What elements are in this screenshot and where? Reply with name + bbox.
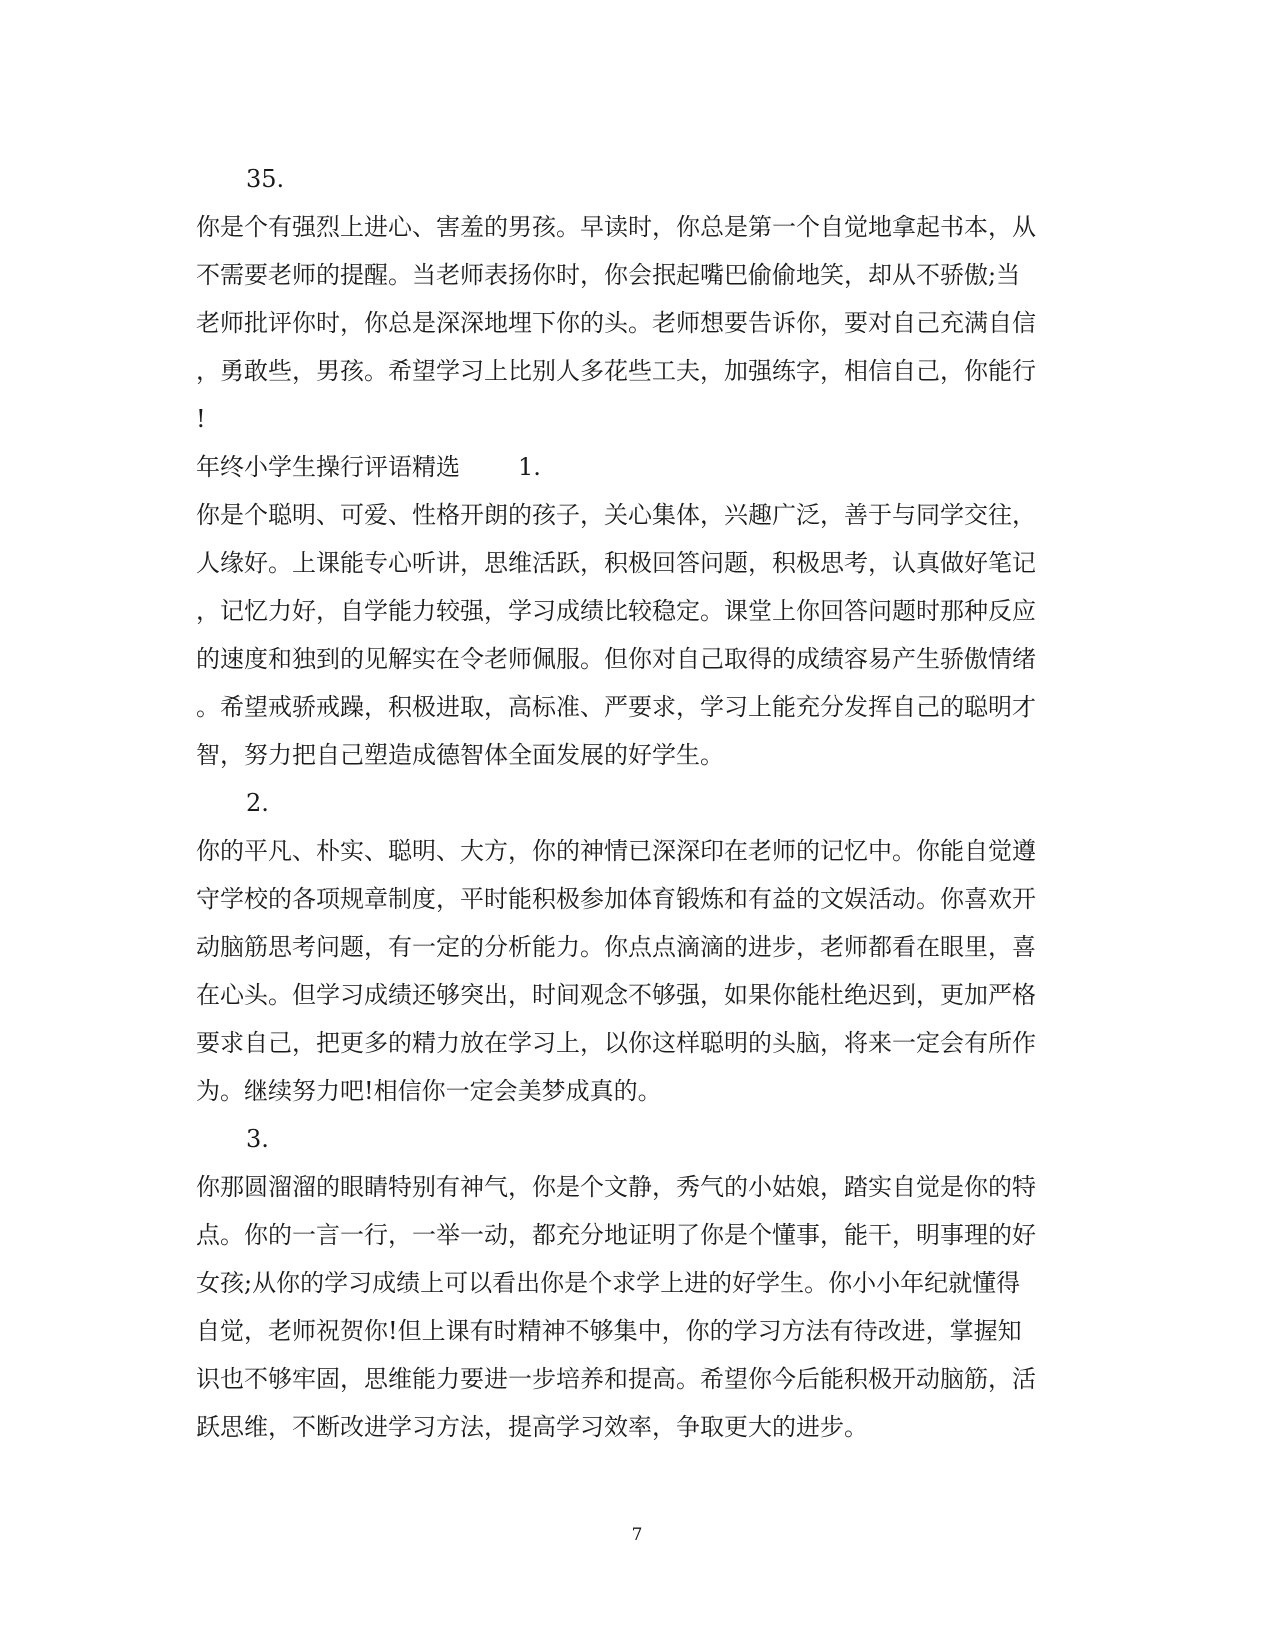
paragraph-line: 你是个有强烈上进心、害羞的男孩。早读时，你总是第一个自觉地拿起书本，从 <box>196 213 1036 241</box>
paragraph-line: 跃思维，不断改进学习方法，提高学习效率，争取更大的进步。 <box>196 1413 868 1441</box>
paragraph-line: 自觉，老师祝贺你!但上课有时精神不够集中，你的学习方法有待改进，掌握知 <box>196 1317 1022 1345</box>
paragraph-line: 守学校的各项规章制度，平时能积极参加体育锻炼和有益的文娱活动。你喜欢开 <box>196 885 1036 913</box>
paragraph-line: 要求自己，把更多的精力放在学习上，以你这样聪明的头脑，将来一定会有所作 <box>196 1029 1036 1057</box>
paragraph-line: 在心头。但学习成绩还够突出，时间观念不够强，如果你能杜绝迟到，更加严格 <box>196 981 1036 1009</box>
paragraph-line: ，勇敢些，男孩。希望学习上比别人多花些工夫，加强练字，相信自己，你能行 <box>196 357 1036 385</box>
paragraph-line: 的速度和独到的见解实在令老师佩服。但你对自己取得的成绩容易产生骄傲情绪 <box>196 645 1036 673</box>
paragraph-line: ! <box>196 405 206 433</box>
section-heading <box>196 443 1076 491</box>
item-number-35: 35. <box>246 165 285 193</box>
paragraph-line: 你是个聪明、可爱、性格开朗的孩子，关心集体，兴趣广泛，善于与同学交往， <box>196 501 1036 529</box>
paragraph-line: 动脑筋思考问题，有一定的分析能力。你点点滴滴的进步，老师都看在眼里，喜 <box>196 933 1036 961</box>
paragraph-line: 你的平凡、朴实、聪明、大方，你的神情已深深印在老师的记忆中。你能自觉遵 <box>196 837 1036 865</box>
paragraph-line: 老师批评你时，你总是深深地埋下你的头。老师想要告诉你，要对自己充满自信 <box>196 309 1036 337</box>
item-number-3: 3. <box>246 1125 269 1153</box>
document-body <box>196 155 1076 1451</box>
paragraph-line: 识也不够牢固，思维能力要进一步培养和提高。希望你今后能积极开动脑筋，活 <box>196 1365 1036 1393</box>
paragraph-line: 。希望戒骄戒躁，积极进取，高标准、严要求，学习上能充分发挥自己的聪明才 <box>196 693 1036 721</box>
paragraph-line: 智，努力把自己塑造成德智体全面发展的好学生。 <box>196 741 724 769</box>
paragraph-line: 人缘好。上课能专心听讲，思维活跃，积极回答问题，积极思考，认真做好笔记 <box>196 549 1036 577</box>
paragraph-line: 点。你的一言一行，一举一动，都充分地证明了你是个懂事，能干，明事理的好 <box>196 1221 1036 1249</box>
paragraph-line: 不需要老师的提醒。当老师表扬你时，你会抿起嘴巴偷偷地笑，却从不骄傲;当 <box>196 261 1021 289</box>
page-number: 7 <box>631 1525 643 1545</box>
item-number-2: 2. <box>246 789 269 817</box>
paragraph-line: 你那圆溜溜的眼睛特别有神气，你是个文静，秀气的小姑娘，踏实自觉是你的特 <box>196 1173 1036 1201</box>
paragraph-line: ，记忆力好，自学能力较强，学习成绩比较稳定。课堂上你回答问题时那种反应 <box>196 597 1036 625</box>
section-title: 年终小学生操行评语精选 <box>196 453 460 481</box>
paragraph-line: 女孩;从你的学习成绩上可以看出你是个求学上进的好学生。你小小年纪就懂得 <box>196 1269 1021 1297</box>
paragraph-line: 为。继续努力吧!相信你一定会美梦成真的。 <box>196 1077 662 1105</box>
item-number-1: 1. <box>518 453 541 481</box>
